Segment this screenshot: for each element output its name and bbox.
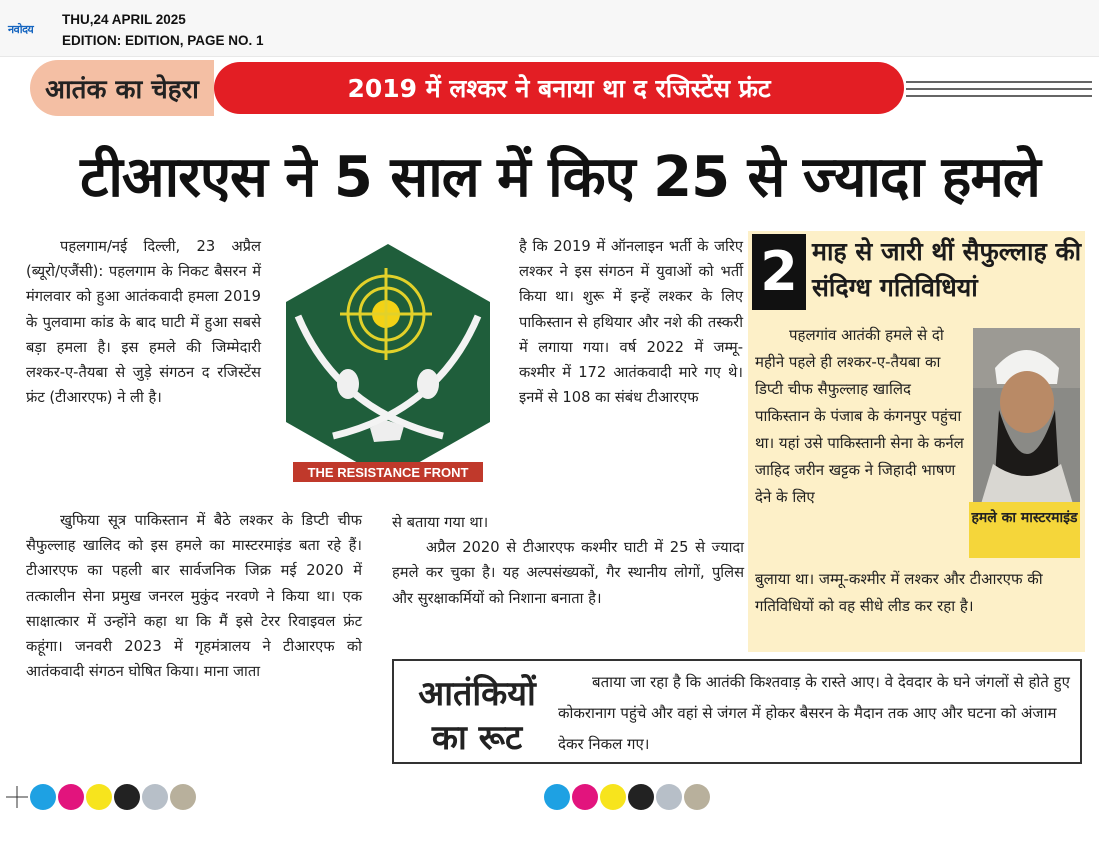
sidebar-heading: माह से जारी थीं सैफुल्लाह की संदिग्ध गतिविधियां xyxy=(812,237,1082,302)
newspaper-logo[interactable] xyxy=(8,22,52,38)
article-paragraph-1 xyxy=(26,234,261,410)
edition-page: EDITION: EDITION, PAGE NO. 1 xyxy=(62,33,264,48)
trf-emblem-image xyxy=(268,236,509,487)
main-headline: टीआरएस ने 5 साल में किए 25 से ज्यादा हमले xyxy=(80,145,1040,210)
article-paragraph-2 xyxy=(26,508,362,684)
paragraph-1-text: पहलगाम/नई दिल्ली, 23 अप्रैल (ब्यूरो/एजैंसी): पहलगाम के निकट बैसरन में मंगलवार को हुआ आतंकवादी हमला 2019 के पुलवामा कांड के बाद घाटी में हुआ सबसे बड़ा हमला है। इस हमले की जिम्मेदारी लश्कर-ए-तैयबा से जुड़े संगठन द रजिस्टेंस फ्रंट (टीआरएफ) ने ली है। xyxy=(26,238,261,407)
crop-mark-icon xyxy=(6,786,28,808)
paragraph-continuation: से बताया गया था। xyxy=(392,514,489,531)
swatch-cyan xyxy=(30,784,56,810)
swatch-grey xyxy=(142,784,168,810)
swatch-magenta xyxy=(572,784,598,810)
route-text xyxy=(558,667,1074,760)
mastermind-photo xyxy=(973,328,1080,504)
paragraph-5-text: अप्रैल 2020 से टीआरएफ कश्मीर घाटी में 25 से ज्यादा हमले कर चुका है। यह अल्पसंख्यकों, गैर स्थानीय लोगों, पुलिस और सुरक्षाकर्मियों को निशाना बनाता है। xyxy=(392,539,744,607)
swatch-black xyxy=(628,784,654,810)
swatch-magenta xyxy=(58,784,84,810)
paragraph-5-wrapper xyxy=(392,535,744,611)
route-text-body: बताया जा रहा है कि आतंकी किश्तवाड़ के रास्ते आए। वे देवदार के घने जंगलों से होते हुए कोकरानाग पहुंचे और वहां से जंगल में होकर बैसरन के मैदान तक आए और घटना को अंजाम देकर निकल गए। xyxy=(558,673,1070,753)
emblem-caption: THE RESISTANCE FRONT xyxy=(307,465,469,480)
swatch-grey xyxy=(656,784,682,810)
article-paragraph-3: है कि 2019 में ऑनलाइन भर्ती के जरिए लश्कर ने इस संगठन में युवाओं को भर्ती किया था। शुरू में इन्हें लश्कर के लिए पाकिस्तान से हथियार और नशे की तस्करी में लगाया गया। वर्ष 2022 में जम्मू-कश्मीर में 172 आतंकवादी मारे गए थे। इनमें से 108 का संबंध टीआरएफ xyxy=(519,238,743,407)
color-swatches-center xyxy=(544,784,710,810)
issue-date: THU,24 APRIL 2025 xyxy=(62,12,186,27)
color-swatches-left xyxy=(30,784,196,810)
photo-caption: हमले का मास्टरमाइंड xyxy=(969,502,1080,558)
route-title: आतंकियों का रूट xyxy=(418,674,536,758)
decorative-rule-lines xyxy=(906,78,1092,100)
swatch-tan xyxy=(684,784,710,810)
swatch-cyan xyxy=(544,784,570,810)
swatch-tan xyxy=(170,784,196,810)
swatch-yellow xyxy=(86,784,112,810)
sidebar-text xyxy=(755,322,967,511)
swatch-yellow xyxy=(600,784,626,810)
sidebar-text-start: पहलगांव आतंकी हमले से दो महीने पहले ही लश्कर-ए-तैयबा का डिप्टी चीफ सैफुल्लाह खालिद पाकिस्तान के पंजाब के कंगनपुर पहुंचा था। यहां उसे पाकिस्तानी सेना के कर्नल जाहिद जरीन खट्टक ने जिहादी भाषण देने के लिए xyxy=(755,326,964,506)
paragraph-2-text: खुफिया सूत्र पाकिस्तान में बैठे लश्कर के डिप्टी चीफ सैफुल्लाह खालिद को इस हमले का मास्टरमाइंड बता रहे हैं। टीआरएफ का पहली बार सार्वजनिक जिक्र मई 2020 में तत्कालीन सेना प्रमुख जनरल मुकुंद नरवणे ने किया था। एक साक्षात्कार में उन्होंने कहा था कि मैं इसे टेरर रिवाइवल फ्रंट कहूंगा। जनवरी 2023 में गृहमंत्रालय ने टीआरएफ को आतंकवादी संगठन घोषित किया। माना जाता xyxy=(26,512,362,681)
edition-info xyxy=(62,9,264,51)
swatch-black xyxy=(114,784,140,810)
article-paragraph-4 xyxy=(392,510,744,611)
sidebar-text-continued: बुलाया था। जम्मू-कश्मीर में लश्कर और टीआरएफ की गतिविधियों को वह सीधे लीड कर रहा है। xyxy=(755,570,1043,615)
section-kicker: आतंक का चेहरा xyxy=(30,60,214,116)
red-subheading-banner: 2019 में लश्कर ने बनाया था द रजिस्टेंस फ्रंट xyxy=(214,62,904,114)
sidebar-number-badge: 2 xyxy=(752,234,806,310)
logo-text: नवोदय xyxy=(8,23,34,36)
